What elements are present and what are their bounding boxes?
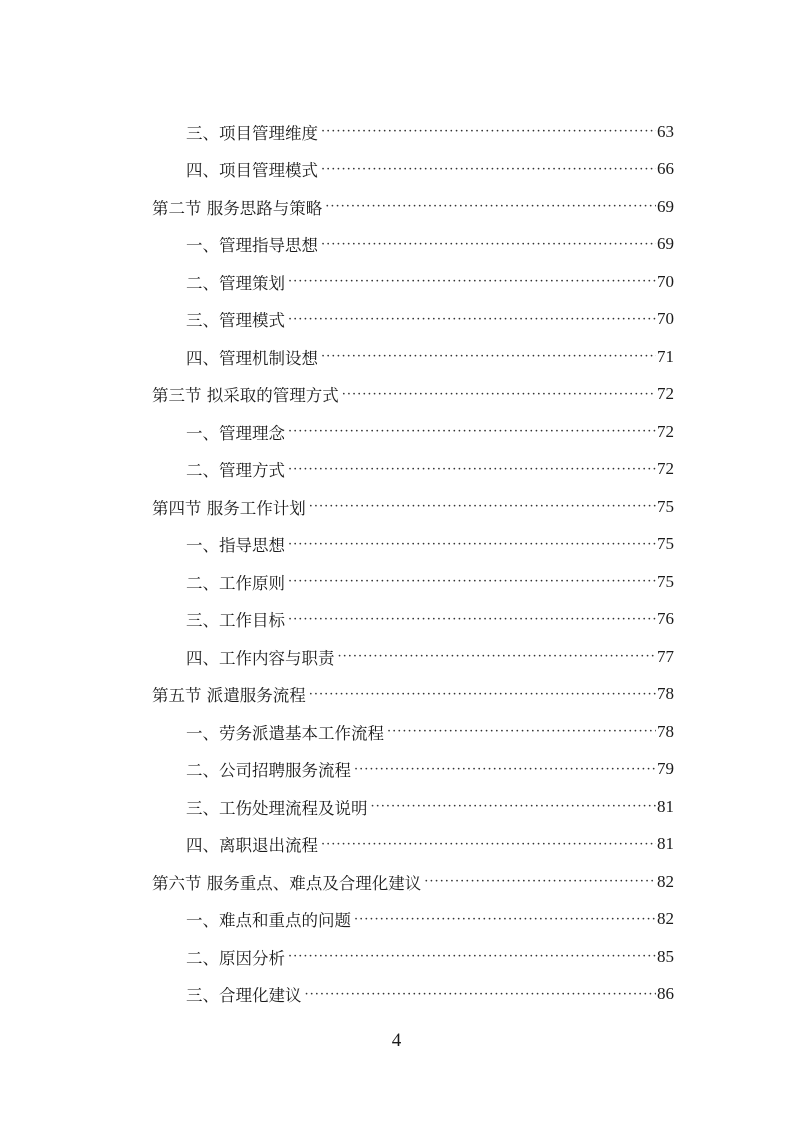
dot-leader: [321, 162, 656, 177]
toc-entry-page: 78: [657, 721, 674, 741]
toc-entry-page: 71: [657, 346, 674, 366]
toc-entry-label: 第四节 服务工作计划: [152, 498, 306, 518]
toc-entry-page: 72: [657, 421, 674, 441]
toc-section-entry[interactable]: [152, 376, 674, 414]
toc-entry-label: 一、指导思想: [186, 536, 285, 556]
toc-subsection-entry[interactable]: [152, 976, 674, 1014]
toc-subsection-entry[interactable]: [152, 413, 674, 451]
dot-leader: [305, 987, 657, 1002]
toc-entry-page: 69: [657, 196, 674, 216]
dot-leader: [321, 124, 656, 139]
toc-entry-label: 二、管理方式: [186, 461, 285, 481]
toc-entry-label: 二、原因分析: [186, 948, 285, 968]
dot-leader: [288, 312, 656, 327]
toc-section-entry[interactable]: [152, 188, 674, 226]
dot-leader: [288, 274, 656, 289]
toc-subsection-entry[interactable]: [152, 901, 674, 939]
dot-leader: [321, 349, 656, 364]
toc-entry-page: 81: [657, 796, 674, 816]
toc-section-entry[interactable]: [152, 676, 674, 714]
toc-subsection-entry[interactable]: [152, 751, 674, 789]
toc-entry-label: 四、工作内容与职责: [186, 648, 335, 668]
toc-entry-label: 三、管理模式: [186, 311, 285, 331]
toc-entry-label: 四、管理机制设想: [186, 348, 318, 368]
dot-leader: [325, 199, 656, 214]
toc-entry-label: 四、离职退出流程: [186, 836, 318, 856]
toc-entry-page: 85: [657, 946, 674, 966]
toc-entry-label: 一、管理指导思想: [186, 236, 318, 256]
toc-section-entry[interactable]: [152, 863, 674, 901]
toc-entry-label: 二、管理策划: [186, 273, 285, 293]
toc-subsection-entry[interactable]: [152, 526, 674, 564]
dot-leader: [288, 424, 656, 439]
toc-entry-label: 三、合理化建议: [186, 986, 302, 1006]
toc-entry-page: 81: [657, 834, 674, 854]
toc-subsection-entry[interactable]: [152, 113, 674, 151]
dot-leader: [288, 462, 656, 477]
toc-entry-page: 72: [657, 459, 674, 479]
toc-section-entry[interactable]: [152, 488, 674, 526]
toc-entry-label: 一、劳务派遣基本工作流程: [186, 723, 384, 743]
toc-entry-page: 76: [657, 609, 674, 629]
toc-entry-label: 一、难点和重点的问题: [186, 911, 351, 931]
toc-entry-page: 69: [657, 234, 674, 254]
dot-leader: [424, 874, 656, 889]
toc-subsection-entry[interactable]: [152, 713, 674, 751]
toc-subsection-entry[interactable]: [152, 263, 674, 301]
toc-entry-label: 第六节 服务重点、难点及合理化建议: [152, 873, 422, 893]
toc-entry-page: 75: [657, 496, 674, 516]
dot-leader: [321, 837, 656, 852]
dot-leader: [288, 949, 656, 964]
dot-leader: [387, 724, 656, 739]
toc-entry-page: 72: [657, 384, 674, 404]
toc-entry-page: 75: [657, 534, 674, 554]
toc-subsection-entry[interactable]: [152, 451, 674, 489]
toc-entry-label: 三、工作目标: [186, 611, 285, 631]
dot-leader: [309, 499, 656, 514]
toc-entry-page: 77: [657, 646, 674, 666]
toc-entry-label: 三、项目管理维度: [186, 123, 318, 143]
dot-leader: [354, 762, 656, 777]
dot-leader: [342, 387, 656, 402]
dot-leader: [321, 237, 656, 252]
toc-subsection-entry[interactable]: [152, 338, 674, 376]
toc-entry-page: 82: [657, 871, 674, 891]
toc-subsection-entry[interactable]: [152, 638, 674, 676]
dot-leader: [338, 649, 657, 664]
toc-entry-label: 三、工伤处理流程及说明: [186, 798, 368, 818]
toc-entry-label: 第三节 拟采取的管理方式: [152, 386, 339, 406]
dot-leader: [309, 687, 656, 702]
toc-entry-page: 78: [657, 684, 674, 704]
dot-leader: [288, 574, 656, 589]
toc-entry-label: 二、公司招聘服务流程: [186, 761, 351, 781]
toc-entry-page: 70: [657, 271, 674, 291]
toc-subsection-entry[interactable]: [152, 788, 674, 826]
toc-entry-page: 86: [657, 984, 674, 1004]
toc-entry-page: 82: [657, 909, 674, 929]
toc-entry-page: 66: [657, 159, 674, 179]
toc-subsection-entry[interactable]: [152, 301, 674, 339]
toc-entry-label: 四、项目管理模式: [186, 161, 318, 181]
table-of-contents: [152, 113, 674, 1013]
dot-leader: [371, 799, 657, 814]
toc-entry-page: 70: [657, 309, 674, 329]
toc-entry-label: 二、工作原则: [186, 573, 285, 593]
toc-subsection-entry[interactable]: [152, 826, 674, 864]
toc-entry-label: 一、管理理念: [186, 423, 285, 443]
dot-leader: [354, 912, 656, 927]
toc-entry-label: 第五节 派遣服务流程: [152, 686, 306, 706]
toc-entry-page: 79: [657, 759, 674, 779]
toc-subsection-entry[interactable]: [152, 226, 674, 264]
dot-leader: [288, 537, 656, 552]
toc-subsection-entry[interactable]: [152, 563, 674, 601]
toc-entry-page: 63: [657, 121, 674, 141]
toc-subsection-entry[interactable]: [152, 151, 674, 189]
toc-entry-page: 75: [657, 571, 674, 591]
toc-subsection-entry[interactable]: [152, 938, 674, 976]
toc-entry-label: 第二节 服务思路与策略: [152, 198, 323, 218]
page-number: 4: [391, 1030, 402, 1051]
toc-subsection-entry[interactable]: [152, 601, 674, 639]
dot-leader: [288, 612, 656, 627]
